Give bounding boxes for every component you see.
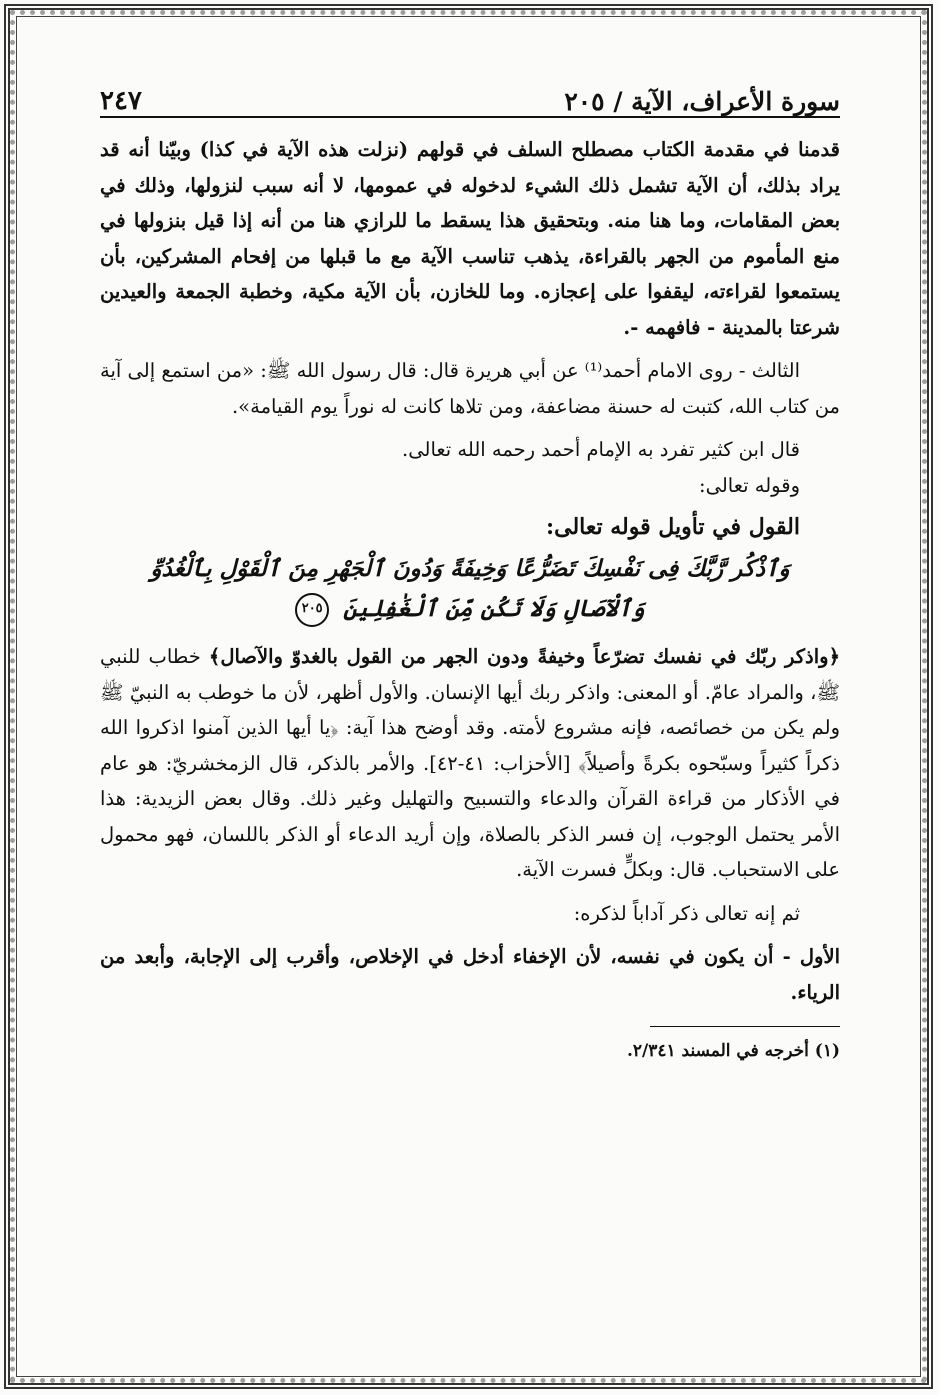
page-number: ٢٤٧ (100, 86, 142, 116)
section-heading: القول في تأويل قوله تعالى: (546, 514, 800, 540)
paragraph-5-text: خطاب للنبي ﷺ، والمراد عامّ. أو المعنى: واذكر ربك أيها الإنسان. والأول أظهر، لأن ما خوطب به النبيّ ﷺ ولم يكن من خصائصه، فإنه مشروع لأمته. وقد أوضح هذا آية: ﴿يا أيها الذين آمنوا اذكروا الله ذكراً كثيراً وسبّحوه بكرةً وأصيلاً﴾ [الأحزاب: ٤١-٤٢]. والأمر بالذكر، قال الزمخشريّ: هو عام في الأذكار من قراءة القرآن والدعاء والتسبيح والتهليل وغير ذلك. وقال بعض الزيدية: هذا الأمر يحتمل الوجوب، إن فسر الذكر بالصلاة، وإن أريد الدعاء أو الذكر باللسان، فهو محمول على الاستحباب. قال: وبكلٍّ فسرت الآية. (100, 645, 840, 881)
paragraph-1: قدمنا في مقدمة الكتاب مصطلح السلف في قولهم (نزلت هذه الآية في كذا) وبيّنا أنه قد يراد بذلك، أن الآية تشمل ذلك الشيء لدخوله في عمومها، لا أنه سبب لنزولها، وذلك في بعض المقامات، وما هنا منه. وبتحقيق هذا يسقط ما للرازي هنا من أنه إذا قيل بنزولها في منع المأموم من الجهر بالقراءة، يذهب تناسب الآية مع ما قبلها من إفحام المشركين، بأن يستمعوا لقراءته، ليقفوا على إعجازه. وما للخازن، بأن الآية مكية، وخطبة الجمعة والعيدين شرعتا بالمدينة - فافهمه -. (100, 138, 840, 339)
paragraph-7: الأول - أن يكون في نفسه، لأن الإخفاء أدخل في الإخلاص، وأقرب إلى الإجابة، وأبعد من الرياء. (100, 945, 840, 1004)
paragraph-5 (100, 639, 840, 888)
paragraph-2: الثالث - روى الامام أحمد⁽¹⁾ عن أبي هريرة قال: قال رسول الله ﷺ: «من استمع إلى آية من كتاب الله، كتبت له حسنة مضاعفة، ومن تلاها كانت له نوراً يوم القيامة». (100, 359, 840, 418)
running-title: سورة الأعراف، الآية / ٢٠٥ (564, 87, 840, 116)
quoted-verse: ﴿واذكر ربّك في نفسك تضرّعاً وخيفةً ودون الجهر من القول بالغدوّ والآصال﴾ (208, 645, 840, 668)
footnote: (١) أخرجه في المسند ٢/٣٤١. (626, 1041, 840, 1061)
paragraph-4: وقوله تعالى: (699, 473, 800, 497)
quran-verse (100, 549, 840, 629)
verse-number-marker: ٢٠٥ (295, 593, 329, 627)
footnote-divider (650, 1026, 840, 1027)
paragraph-3: قال ابن كثير تفرد به الإمام أحمد رحمه الله تعالى. (402, 438, 800, 461)
paragraph-6: ثم إنه تعالى ذكر آداباً لذكره: (573, 901, 800, 925)
verse-line-2-text: وَٱلْآصَالِ وَلَا تَكُن مِّنَ ٱلْغَٰفِلِينَ (343, 595, 645, 622)
verse-line-2 (100, 589, 840, 629)
page-header (100, 70, 840, 118)
book-page (100, 70, 840, 1065)
verse-line-1: وَٱذْكُر رَّبَّكَ فِى نَفْسِكَ تَضَرُّعًا وَخِيفَةً وَدُونَ ٱلْجَهْرِ مِنَ ٱلْقَوْلِ بِٱلْغُدُوِّ (150, 555, 790, 582)
